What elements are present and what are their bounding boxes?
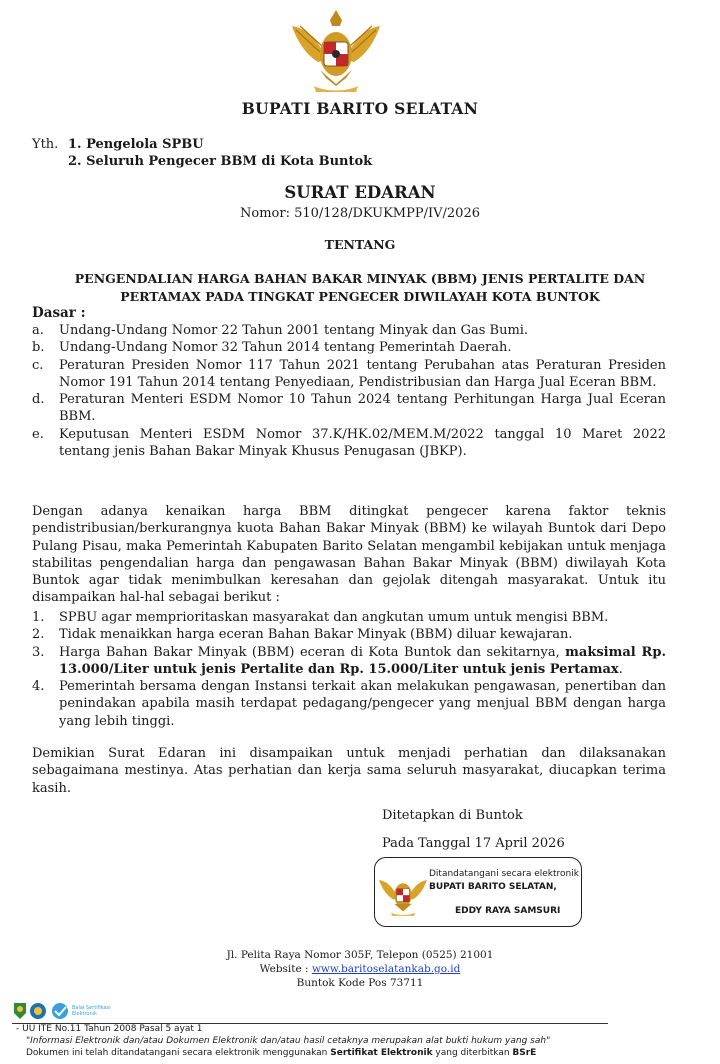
footer-certificate-note: [26, 1048, 536, 1059]
list-marker: 4.: [32, 679, 45, 695]
instruction-list: [32, 609, 666, 730]
instruction-item: [32, 644, 666, 679]
closing-paragraph: Demikian Surat Edaran ini disampaikan untuk menjadi perhatian dan dilaksanakan sebagaimana mestinya. Atas perhatian dan kerja sama seluruh masyarakat, diucapkan terima kasih.: [32, 746, 666, 796]
footer-text: BSrE: [512, 1048, 537, 1058]
letter-type: SURAT EDARAN: [284, 183, 436, 202]
about-label: TENTANG: [324, 237, 396, 252]
esign-office: BUPATI BARITO SELATAN,: [429, 882, 557, 892]
footer-law: - UU ITE No.11 Tahun 2008 Pasal 5 ayat 1: [16, 1024, 203, 1034]
dasar-text: Peraturan Menteri ESDM Nomor 10 Tahun 2024 tentang Perhitungan Harga Jual Eceran BBM.: [59, 392, 666, 425]
intro-paragraph: Dengan adanya kenaikan harga BBM ditingkat pengecer karena faktor teknis pendistribusian/berkurangnya kuota Bahan Bakar Minyak (BBM) ke wilayah Buntok dari Depo Pulang Pisau, maka Pemerintah Kabupaten Barito Selatan mengambil kebijakan untuk menjaga stabilitas pengendalian harga dan pengawasan Bahan Bakar Minyak (BBM) diwilayah Kota Buntok agar tidak menimbulkan keresahan dan gejolak ditengah masyarakat. Untuk itu disampaikan hal-hal sebagai berikut :: [32, 504, 666, 606]
list-marker: 3.: [32, 644, 45, 660]
dasar-list: [32, 322, 666, 460]
instruction-text: Harga Bahan Bakar Minyak (BBM) eceran di Kota Buntok dan sekitarnya,: [59, 644, 566, 660]
footer-text: yang diterbitkan: [432, 1048, 513, 1058]
instruction-text: Tidak menaikkan harga eceran Bahan Bakar Minyak (BBM) diluar kewajaran.: [59, 627, 573, 643]
dasar-text: Undang-Undang Nomor 32 Tahun 2014 tentang Pemerintah Daerah.: [59, 340, 512, 356]
dasar-text: Keputusan Menteri ESDM Nomor 37.K/HK.02/MEM.M/2022 tanggal 10 Maret 2022 tentang jenis Bahan Bakar Minyak Khusus Penugasan (JBKP).: [59, 426, 666, 460]
footer-text: Sertifikat Elektronik: [330, 1048, 433, 1058]
dasar-item: [32, 426, 666, 461]
dasar-item: [32, 322, 666, 339]
esign-caption: Ditandatangani secara elektronik: [429, 869, 579, 879]
garuda-emblem-icon: [378, 868, 428, 918]
dasar-item: [32, 357, 666, 392]
bsre-logo-icon: [52, 1003, 68, 1019]
list-marker: d.: [32, 392, 45, 408]
signing-date: Pada Tanggal 17 April 2026: [382, 836, 565, 851]
instruction-item: [32, 609, 666, 626]
list-marker: b.: [32, 340, 45, 356]
bsre-label: Elektronik: [72, 1011, 97, 1017]
subject-line: PERTAMAX PADA TINGKAT PENGECER DIWILAYAH KOTA BUNTOK: [120, 289, 600, 304]
footer-text: Dokumen ini telah ditandatangani secara elektronik menggunakan: [26, 1048, 331, 1058]
subject-line: PENGENDALIAN HARGA BAHAN BAKAR MINYAK (BBM) JENIS PERTALITE DAN: [74, 271, 646, 286]
dasar-heading: Dasar :: [32, 305, 86, 321]
recipients-label: Yth.: [32, 137, 59, 152]
list-marker: e.: [32, 426, 44, 442]
dasar-item: [32, 391, 666, 426]
instruction-text: SPBU agar memprioritaskan masyarakat dan angkutan umum untuk mengisi BBM.: [59, 610, 609, 625]
dasar-text: Undang-Undang Nomor 22 Tahun 2001 tentang Minyak dan Gas Bumi.: [59, 323, 529, 338]
electronic-signature-box: [374, 857, 582, 927]
ministry-logo-icon: [30, 1003, 46, 1019]
esign-name: EDDY RAYA SAMSURI: [455, 906, 561, 916]
bsre-label: Balai Sertifikasi: [72, 1005, 111, 1011]
footer-quote: "Informasi Elektronik dan/atau Dokumen Elektronik dan/atau hasil cetaknya merupakan alat bukti hukum yang sah": [26, 1036, 551, 1046]
postal-code: Buntok Kode Pos 73711: [296, 977, 424, 989]
website-link[interactable]: www.baritoselatankab.go.id: [311, 963, 461, 975]
instruction-item: [32, 626, 666, 643]
recipient-item: 1. Pengelola SPBU: [68, 137, 204, 152]
dasar-item: [32, 339, 666, 356]
list-marker: c.: [32, 357, 44, 373]
list-marker: 2.: [32, 627, 45, 643]
letter-subject: [40, 270, 680, 306]
website-label: Website :: [259, 963, 312, 975]
recipient-item: 2. Seluruh Pengecer BBM di Kota Buntok: [68, 154, 373, 169]
signing-place: Ditetapkan di Buntok: [382, 808, 523, 823]
website-line: [0, 962, 720, 976]
instruction-item: [32, 678, 666, 730]
instruction-text: Pemerintah bersama dengan Instansi terkait akan melakukan pengawasan, penertiban dan penindakan apabila masih terdapat pedagang/pengecer yang menjual BBM dengan harga yang lebih tinggi.: [59, 679, 666, 729]
letter-number: Nomor: 510/128/DKUKMPP/IV/2026: [240, 206, 480, 221]
price-limit-text: maksimal Rp. 13.000/Liter untuk jenis Pertalite dan Rp. 15.000/Liter untuk jenis Pertamax: [59, 644, 666, 677]
regent-title: BUPATI BARITO SELATAN: [241, 99, 479, 118]
regency-logo-icon: [14, 1003, 26, 1019]
list-marker: 1.: [32, 610, 45, 625]
garuda-emblem-icon: [290, 6, 382, 94]
list-marker: a.: [32, 323, 44, 338]
footer-logos: [12, 1000, 112, 1022]
dasar-text: Peraturan Presiden Nomor 117 Tahun 2021 tentang Perubahan atas Peraturan Presiden Nomor 191 Tahun 2014 tentang Penyediaan, Pendistribusian dan Harga Jual Eceran BBM.: [59, 357, 666, 390]
office-address: Jl. Pelita Raya Nomor 305F, Telepon (0525) 21001: [226, 949, 494, 961]
instruction-text: .: [618, 661, 623, 677]
